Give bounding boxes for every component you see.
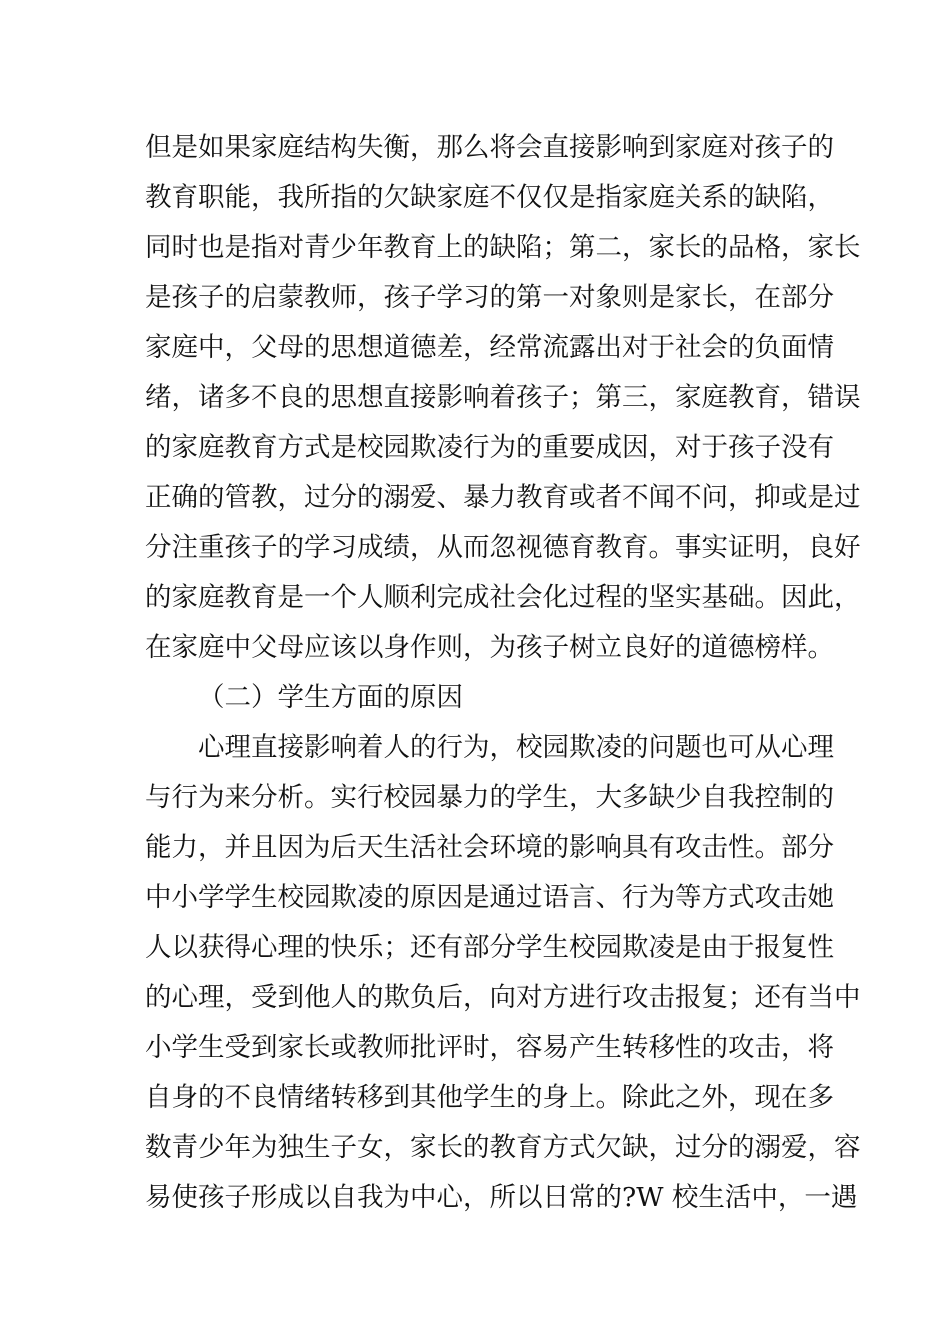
text-line: 绪，诸多不良的思想直接影响着孩子；第三，家庭教育，错误 xyxy=(145,382,861,413)
text-line: 在家庭中父母应该以身作则，为孩子树立良好的道德榜样。 xyxy=(145,632,834,663)
text-line: 中小学学生校园欺凌的原因是通过语言、行为等方式攻击她 xyxy=(145,882,834,913)
section-heading: （二）学生方面的原因 xyxy=(198,682,463,713)
paragraph-family-causes xyxy=(145,123,861,673)
text-line: 易使孩子形成以自我为中心，所以日常的?W 校生活中，一遇 xyxy=(145,1182,858,1213)
text-line: 自身的不良情绪转移到其他学生的身上。除此之外，现在多 xyxy=(145,1082,834,1113)
text-line: 的家庭教育是一个人顺利完成社会化过程的坚实基础。因此， xyxy=(145,582,861,613)
text-line: 同时也是指对青少年教育上的缺陷；第二，家长的品格，家长 xyxy=(145,232,861,263)
text-line: 人以获得心理的快乐；还有部分学生校园欺凌是由于报复性 xyxy=(145,932,834,963)
text-line: 的心理，受到他人的欺负后，向对方进行攻击报复；还有当中 xyxy=(145,982,861,1013)
student-causes-section xyxy=(145,673,861,1223)
text-line: 教育职能，我所指的欠缺家庭不仅仅是指家庭关系的缺陷， xyxy=(145,182,834,213)
text-line: 数青少年为独生子女，家长的教育方式欠缺，过分的溺爱，容 xyxy=(145,1132,861,1163)
text-line: 的家庭教育方式是校园欺凌行为的重要成因，对于孩子没有 xyxy=(145,432,834,463)
text-line: 是孩子的启蒙教师，孩子学习的第一对象则是家长，在部分 xyxy=(145,282,834,313)
text-line: 能力，并且因为后天生活社会环境的影响具有攻击性。部分 xyxy=(145,832,834,863)
text-line: 分注重孩子的学习成绩，从而忽视德育教育。事实证明，良好 xyxy=(145,532,861,563)
text-line: 与行为来分析。实行校园暴力的学生，大多缺少自我控制的 xyxy=(145,782,834,813)
text-line: 小学生受到家长或教师批评时，容易产生转移性的攻击，将 xyxy=(145,1032,834,1063)
text-line: 正确的管教，过分的溺爱、暴力教育或者不闻不问，抑或是过 xyxy=(145,482,861,513)
text-line: 家庭中，父母的思想道德差，经常流露出对于社会的负面情 xyxy=(145,332,834,363)
text-line: 但是如果家庭结构失衡，那么将会直接影响到家庭对孩子的 xyxy=(145,132,834,163)
text-line: 心理直接影响着人的行为，校园欺凌的问题也可从心理 xyxy=(198,732,834,763)
